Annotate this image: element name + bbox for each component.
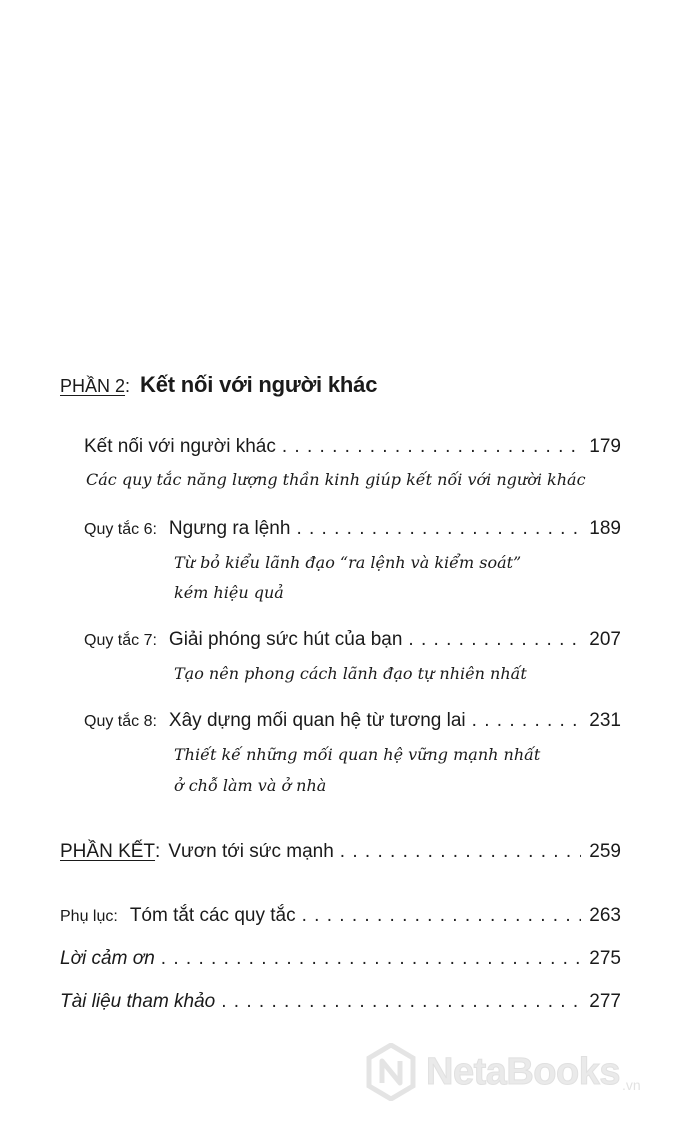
watermark-tld: .vn [622, 1077, 641, 1093]
part-2-title: Kết nối với người khác [140, 372, 378, 397]
conclusion-label: PHẦN KẾT [60, 841, 156, 862]
toc-entry-rule-7[interactable] [84, 628, 621, 653]
part-2-colon: : [125, 376, 131, 396]
page-number: 263 [589, 905, 621, 926]
page-number: 179 [589, 436, 621, 457]
entry-subtitle: Tạo nên phong cách lãnh đạo tự nhiên nhất [174, 664, 527, 683]
entry-title: Tài liệu tham khảo [60, 991, 216, 1012]
page-number: 277 [589, 991, 621, 1012]
dot-leader [296, 517, 581, 541]
toc-entry-rule-8[interactable] [84, 709, 621, 734]
part-2-label: PHẦN 2 [60, 376, 126, 396]
toc-entry-acknowledgements[interactable] [60, 947, 621, 971]
page-number: 259 [589, 841, 621, 862]
entry-title: Xây dựng mối quan hệ từ tương lai [168, 710, 466, 731]
dot-leader [161, 947, 582, 971]
page-number: 231 [589, 710, 621, 731]
toc-entry-appendix[interactable] [60, 904, 621, 929]
toc-entry-rule-6[interactable] [84, 517, 621, 542]
entry-title: Giải phóng sức hút của bạn [168, 629, 403, 650]
toc-entry-intro[interactable] [84, 435, 621, 459]
rule-label: Quy tắc 8: [84, 713, 157, 730]
entry-title: Tóm tắt các quy tắc [129, 905, 296, 926]
entry-subtitle-line-2: kém hiệu quả [174, 583, 284, 602]
page-number: 207 [589, 629, 621, 650]
dot-leader [472, 709, 582, 733]
dot-leader [221, 990, 581, 1014]
entry-subtitle-line-2: ở chỗ làm và ở nhà [174, 776, 327, 795]
conclusion-colon: : [155, 841, 161, 862]
entry-title: Kết nối với người khác [84, 436, 276, 457]
rule-label: Quy tắc 7: [84, 632, 157, 649]
entry-subtitle-line-1: Từ bỏ kiểu lãnh đạo “ra lệnh và kiểm soát” [174, 553, 522, 572]
dot-leader [408, 628, 581, 652]
entry-subtitle-line-1: Thiết kế những mối quan hệ vững mạnh nhất [174, 745, 541, 764]
netabooks-logo-icon [366, 1043, 416, 1101]
watermark-brand: NetaBooks [426, 1050, 620, 1093]
part-2-heading [60, 372, 377, 398]
page-number: 275 [589, 948, 621, 969]
entry-title: Vươn tới sức mạnh [168, 841, 334, 862]
entry-subtitle: Các quy tắc năng lượng thần kinh giúp kết nối với người khác [86, 470, 586, 489]
dot-leader [282, 435, 581, 459]
dot-leader [340, 840, 582, 864]
entry-title: Ngưng ra lệnh [168, 518, 291, 539]
toc-entry-references[interactable] [60, 990, 621, 1014]
entry-title: Lời cảm ơn [60, 948, 155, 969]
netabooks-watermark [366, 1043, 641, 1101]
appendix-label: Phụ lục: [60, 908, 118, 925]
toc-entry-conclusion[interactable] [60, 840, 621, 864]
dot-leader [302, 904, 582, 928]
page-number: 189 [589, 518, 621, 539]
rule-label: Quy tắc 6: [84, 521, 157, 538]
